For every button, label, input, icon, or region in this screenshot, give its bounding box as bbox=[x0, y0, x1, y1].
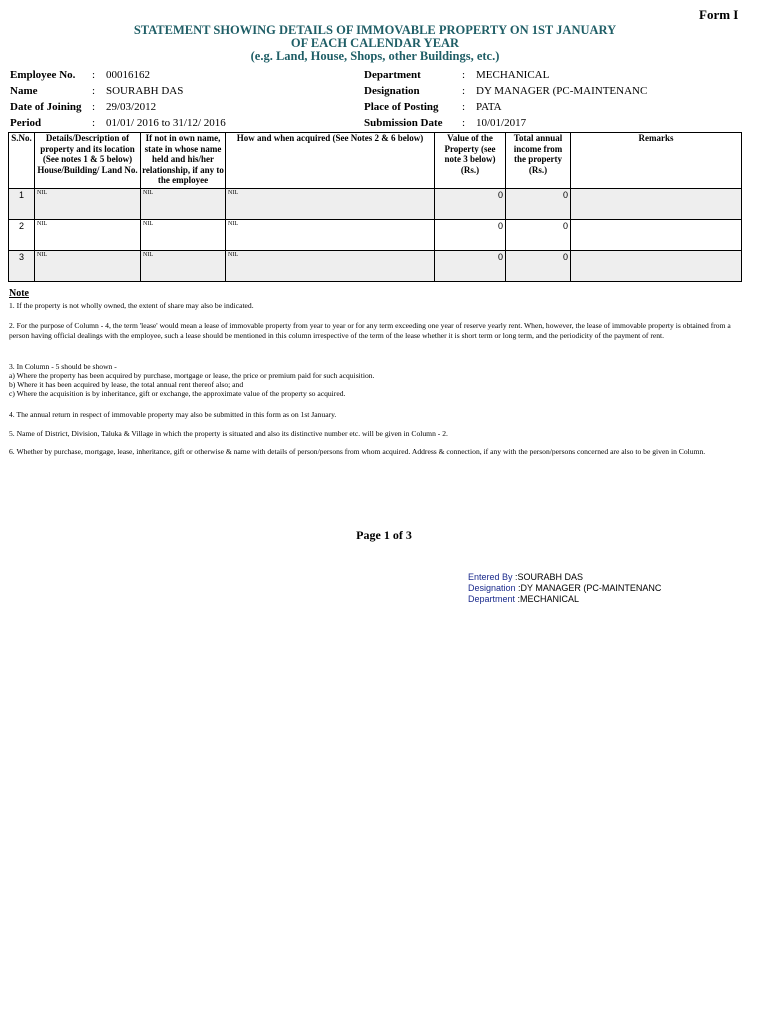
cell-annual-income: 0 bbox=[506, 220, 571, 251]
property-table bbox=[8, 132, 742, 282]
footer-department-value: :MECHANICAL bbox=[515, 594, 580, 604]
document-title-line2: OF EACH CALENDAR YEAR bbox=[290, 36, 460, 50]
period-label: Period bbox=[10, 117, 42, 129]
colon: : bbox=[462, 69, 466, 81]
period-value: 01/01/ 2016 to 31/12/ 2016 bbox=[106, 117, 226, 129]
table-header-row bbox=[9, 133, 742, 189]
cell-name-held: NIL bbox=[141, 220, 226, 251]
note-3a: a) Where the property has been acquired by purchase, mortgage or lease, the price or premium paid for such acquisition. bbox=[9, 371, 375, 380]
cell-remarks bbox=[571, 189, 742, 220]
header-value: Value of the Property (see note 3 below) (Rs.) bbox=[435, 133, 506, 189]
period-row bbox=[10, 117, 350, 130]
header-how-acquired: How and when acquired (See Notes 2 & 6 below) bbox=[226, 133, 435, 189]
cell-remarks bbox=[571, 220, 742, 251]
note-5: 5. Name of District, Division, Taluka & Village in which the property is situated and also its distinctive number etc. will be given in Column - 2. bbox=[9, 429, 448, 438]
header-annual-income: Total annual income from the property (Rs.) bbox=[506, 133, 571, 189]
document-title-line1: STATEMENT SHOWING DETAILS OF IMMOVABLE PROPERTY ON 1ST JANUARY bbox=[133, 23, 617, 37]
cell-remarks bbox=[571, 251, 742, 282]
note-3: 3. In Column - 5 should be shown - bbox=[9, 362, 117, 371]
footer-department bbox=[468, 594, 579, 606]
cell-how-acquired: NIL bbox=[226, 251, 435, 282]
footer-designation bbox=[468, 583, 661, 595]
page-number: Page 1 of 3 bbox=[356, 528, 412, 542]
colon: : bbox=[462, 101, 466, 113]
table-row bbox=[9, 251, 742, 282]
cell-value: 0 bbox=[435, 220, 506, 251]
employee-no-label: Employee No. bbox=[10, 69, 76, 81]
cell-sno: 3 bbox=[9, 251, 35, 282]
employee-no-value: 00016162 bbox=[106, 69, 150, 81]
footer-designation-value: :DY MANAGER (PC-MAINTENANC bbox=[515, 583, 662, 593]
cell-details: NIL bbox=[35, 189, 141, 220]
entered-by-label: Entered By bbox=[468, 572, 513, 582]
notes-heading: Note bbox=[9, 288, 29, 299]
header-name-held: If not in own name, state in whose name held and his/her relationship, if any to the employee bbox=[141, 133, 226, 189]
cell-annual-income: 0 bbox=[506, 251, 571, 282]
colon: : bbox=[92, 101, 96, 113]
date-of-joining-label: Date of Joining bbox=[10, 101, 82, 113]
employee-no-row bbox=[10, 69, 350, 82]
submission-date-row bbox=[364, 117, 734, 130]
name-row bbox=[10, 85, 350, 98]
colon: : bbox=[92, 117, 96, 129]
cell-value: 0 bbox=[435, 251, 506, 282]
note-3c: c) Where the acquisition is by inheritance, gift or exchange, the approximate value of the property so acquired. bbox=[9, 389, 346, 398]
colon: : bbox=[92, 85, 96, 97]
name-value: SOURABH DAS bbox=[106, 85, 184, 97]
footer-designation-label: Designation bbox=[468, 583, 516, 593]
cell-details: NIL bbox=[35, 251, 141, 282]
designation-row bbox=[364, 85, 734, 98]
note-4: 4. The annual return in respect of immovable property may also be submitted in this form as on 1st January. bbox=[9, 410, 337, 419]
cell-sno: 2 bbox=[9, 220, 35, 251]
cell-how-acquired: NIL bbox=[226, 220, 435, 251]
header-sno: S.No. bbox=[9, 133, 35, 189]
footer-entered-by bbox=[468, 572, 583, 584]
form-label: Form I bbox=[699, 7, 739, 22]
table-row bbox=[9, 220, 742, 251]
department-value: MECHANICAL bbox=[476, 69, 550, 81]
footer-department-label: Department bbox=[468, 594, 516, 604]
department-label: Department bbox=[364, 69, 421, 81]
note-6: 6. Whether by purchase, mortgage, lease, inheritance, gift or otherwise & name with details of person/persons from whom acquired. Address & connection, if any with the person/persons concerned are also to be given in Column. bbox=[9, 447, 706, 456]
designation-label: Designation bbox=[364, 85, 420, 97]
date-of-joining-row bbox=[10, 101, 350, 114]
cell-name-held: NIL bbox=[141, 251, 226, 282]
cell-details: NIL bbox=[35, 220, 141, 251]
header-details: Details/Description of property and its location (See notes 1 & 5 below) House/Building/ Land No. bbox=[35, 133, 141, 189]
cell-annual-income: 0 bbox=[506, 189, 571, 220]
cell-name-held: NIL bbox=[141, 189, 226, 220]
submission-date-value: 10/01/2017 bbox=[476, 117, 527, 129]
place-of-posting-label: Place of Posting bbox=[364, 101, 439, 113]
cell-how-acquired: NIL bbox=[226, 189, 435, 220]
table-row bbox=[9, 189, 742, 220]
colon: : bbox=[462, 117, 466, 129]
submission-date-label: Submission Date bbox=[364, 117, 443, 129]
document-subtitle: (e.g. Land, House, Shops, other Buildings, etc.) bbox=[250, 49, 500, 63]
place-of-posting-value: PATA bbox=[476, 101, 502, 113]
note-1: 1. If the property is not wholly owned, the extent of share may also be indicated. bbox=[9, 301, 254, 310]
entered-by-value: :SOURABH DAS bbox=[512, 572, 584, 582]
colon: : bbox=[92, 69, 96, 81]
name-label: Name bbox=[10, 85, 38, 97]
note-3b: b) Where it has been acquired by lease, the total annual rent thereof also; and bbox=[9, 380, 244, 389]
cell-value: 0 bbox=[435, 189, 506, 220]
place-of-posting-row bbox=[364, 101, 734, 114]
designation-value: DY MANAGER (PC-MAINTENANC bbox=[476, 85, 648, 97]
date-of-joining-value: 29/03/2012 bbox=[106, 101, 157, 113]
department-row bbox=[364, 69, 734, 82]
header-remarks: Remarks bbox=[571, 133, 742, 189]
cell-sno: 1 bbox=[9, 189, 35, 220]
note-2: 2. For the purpose of Column - 4, the term 'lease' would mean a lease of immovable property from year to year or for any term exceeding one year of reserve yearly rent. When, however, the lease of immovable property is obtained from a person having official dealings with the employee, such a lease should be mentioned in this column irrespective of the term of the lease whether it is short term or long term, and the periodicity of the payment of rent. bbox=[9, 321, 731, 340]
colon: : bbox=[462, 85, 466, 97]
